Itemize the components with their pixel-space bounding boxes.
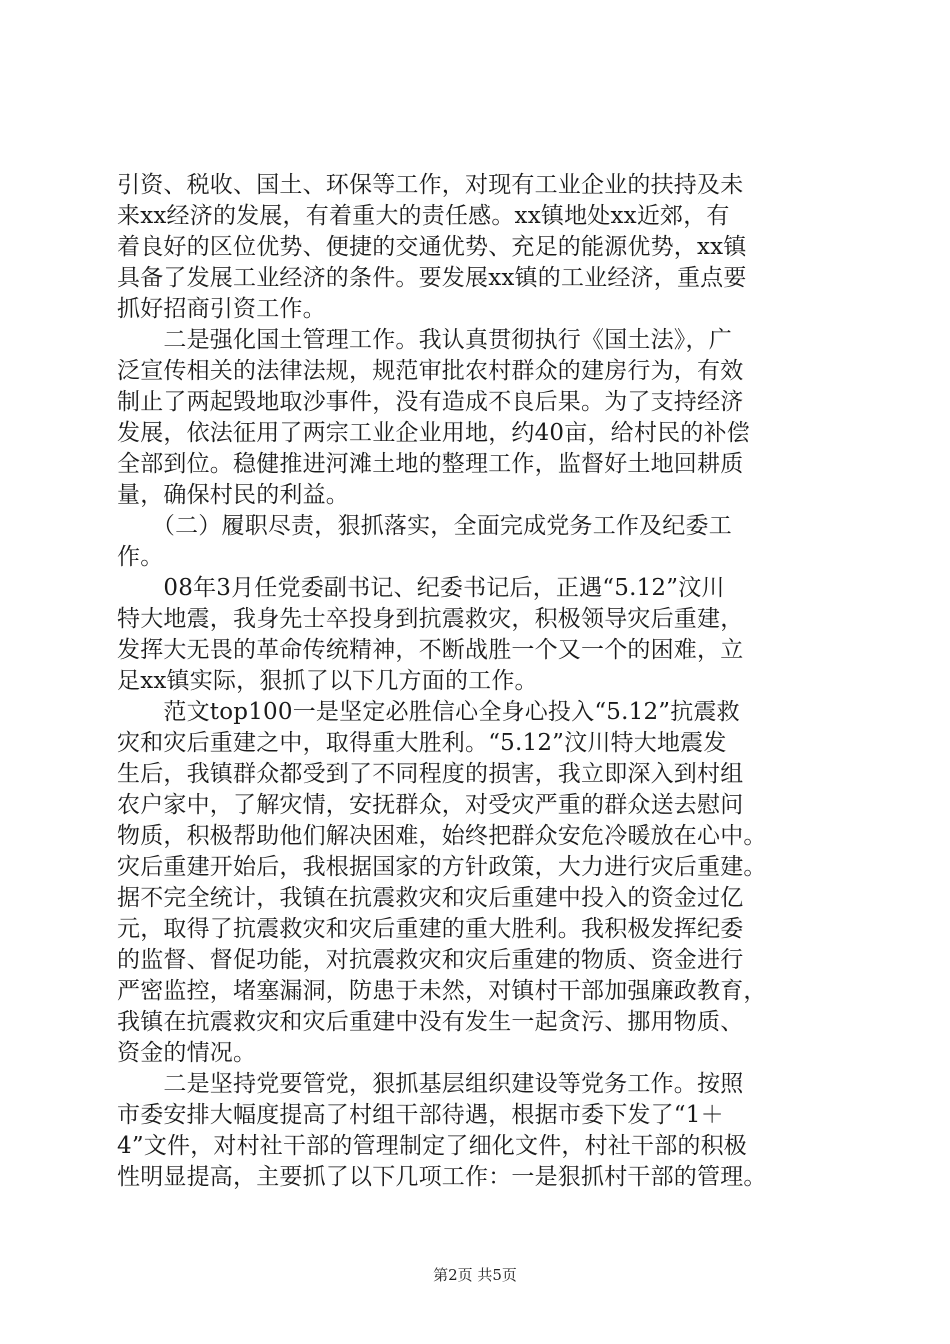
text-line: 足xx镇实际，狠抓了以下几方面的工作。 <box>117 668 538 694</box>
text-line: 08年3月任党委副书记、纪委书记后，正遇“5.12”汶川 <box>117 575 725 601</box>
text-line: 4”文件，对村社干部的管理制定了细化文件，村社干部的积极 <box>117 1133 747 1159</box>
text-line: 的监督、督促功能，对抗震救灾和灾后重建的物质、资金进行 <box>117 947 744 973</box>
text-line: 发展，依法征用了两宗工业企业用地，约40亩，给村民的补偿 <box>117 420 750 446</box>
text-line: 全部到位。稳健推进河滩土地的整理工作，监督好土地回耕质 <box>117 451 744 477</box>
text-line: 特大地震，我身先士卒投身到抗震救灾，积极领导灾后重建， <box>117 606 744 632</box>
text-line: 二是坚持党要管党，狠抓基层组织建设等党务工作。按照 <box>117 1071 744 1097</box>
text-line: 引资、税收、国土、环保等工作，对现有工业企业的扶持及未 <box>117 172 744 198</box>
text-line: 严密监控，堵塞漏洞，防患于未然，对镇村干部加强廉政教育， <box>117 978 767 1004</box>
text-line: 生后，我镇群众都受到了不同程度的损害，我立即深入到村组 <box>117 761 744 787</box>
text-line: 着良好的区位优势、便捷的交通优势、充足的能源优势，xx镇 <box>117 234 747 260</box>
text-line: 具备了发展工业经济的条件。要发展xx镇的工业经济，重点要 <box>117 265 747 291</box>
text-line: 范文top100一是坚定必胜信心全身心投入“5.12”抗震救 <box>117 699 740 725</box>
text-line: 灾后重建开始后，我根据国家的方针政策，大力进行灾后重建。 <box>117 854 767 880</box>
text-line: 来xx经济的发展，有着重大的责任感。xx镇地处xx近郊，有 <box>117 203 730 229</box>
text-line: 资金的情况。 <box>117 1040 257 1066</box>
text-line: 农户家中，了解灾情，安抚群众，对受灾严重的群众送去慰问 <box>117 792 744 818</box>
text-line: 灾和灾后重建之中，取得重大胜利。“5.12”汶川特大地震发 <box>117 730 727 756</box>
text-line: 作。 <box>117 544 164 570</box>
text-line: 抓好招商引资工作。 <box>117 296 326 322</box>
text-line: 元，取得了抗震救灾和灾后重建的重大胜利。我积极发挥纪委 <box>117 916 744 942</box>
text-line: 性明显提高，主要抓了以下几项工作：一是狠抓村干部的管理。 <box>117 1164 767 1190</box>
document-body <box>117 170 837 1193</box>
text-line: 市委安排大幅度提高了村组干部待遇，根据市委下发了“1＋ <box>117 1102 724 1128</box>
text-line: 据不完全统计，我镇在抗震救灾和灾后重建中投入的资金过亿 <box>117 885 744 911</box>
text-line: 发挥大无畏的革命传统精神，不断战胜一个又一个的困难，立 <box>117 637 744 663</box>
text-line: 量，确保村民的利益。 <box>117 482 349 508</box>
text-line: 泛宣传相关的法律法规，规范审批农村群众的建房行为，有效 <box>117 358 744 384</box>
text-line: 物质，积极帮助他们解决困难，始终把群众安危冷暖放在心中。 <box>117 823 767 849</box>
page-number-footer: 第2页 共5页 <box>433 1266 517 1284</box>
text-line: （二）履职尽责，狠抓落实，全面完成党务工作及纪委工 <box>117 513 732 539</box>
text-line: 二是强化国土管理工作。我认真贯彻执行《国土法》，广 <box>117 327 732 353</box>
text-line: 我镇在抗震救灾和灾后重建中没有发生一起贪污、挪用物质、 <box>117 1009 744 1035</box>
text-line: 制止了两起毁地取沙事件，没有造成不良后果。为了支持经济 <box>117 389 744 415</box>
